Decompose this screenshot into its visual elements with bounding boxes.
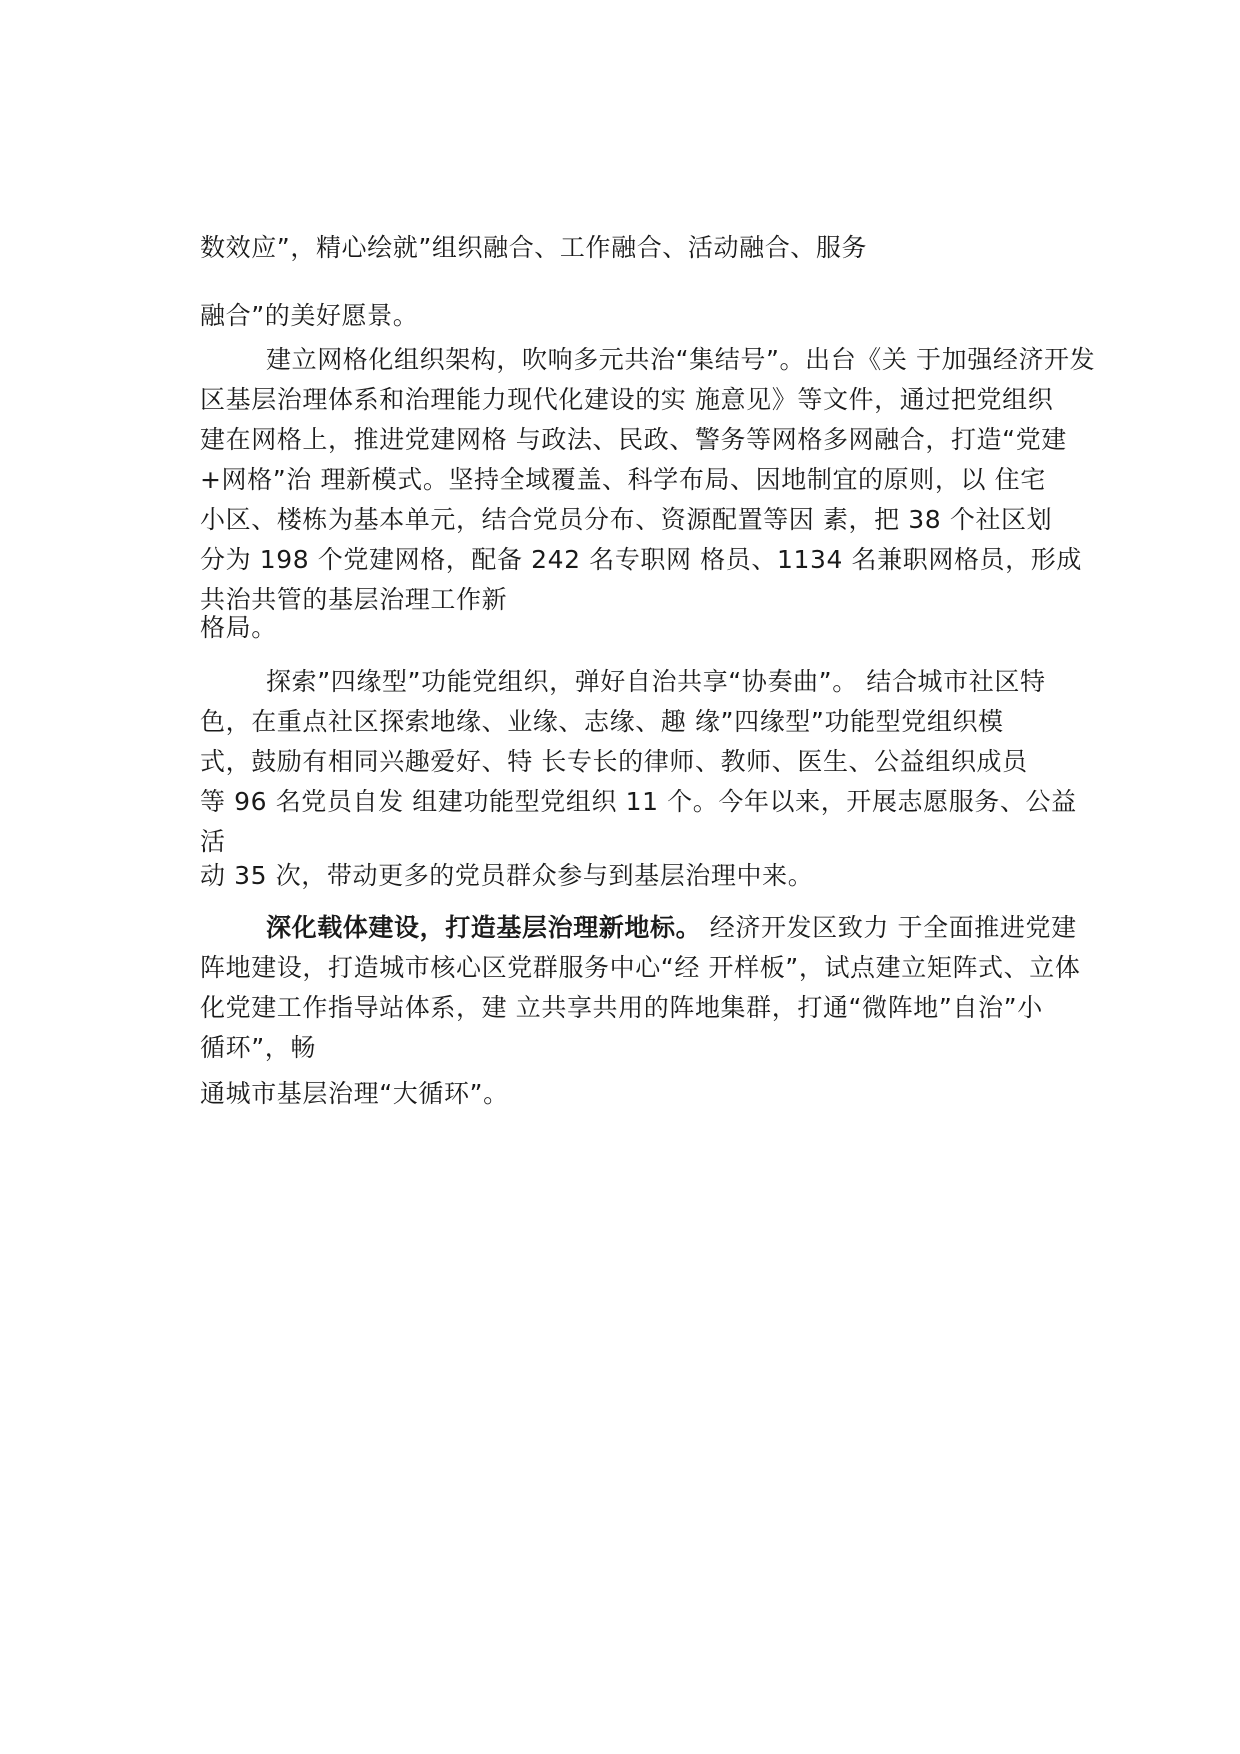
paragraph-carrier-building-tail <box>200 1074 1080 1114</box>
text-line: 共治共管的基层治理工作新 <box>200 585 508 614</box>
text-line: 建立网格化组织架构，吹响多元共治“集结号”。出台《关 于加强经济开发 <box>266 345 1096 374</box>
text-line: +网格”治 理新模式。坚持全域覆盖、科学布局、因地制宜的原则，以 住宅 <box>200 465 1046 494</box>
text-line <box>200 908 1080 948</box>
text-line: 活 <box>200 827 226 856</box>
text-line: 动 35 次，带动更多的党员群众参与到基层治理中来。 <box>200 861 814 890</box>
paragraph-carrier-building <box>200 908 1080 1068</box>
text-line: 式，鼓励有相同兴趣爱好、特 长专长的律师、教师、医生、公益组织成员 <box>200 747 1028 776</box>
text-line: 色，在重点社区探索地缘、业缘、志缘、趣 缘”四缘型”功能型党组织模 <box>200 707 1004 736</box>
paragraph-four-ties-tail <box>200 856 1080 896</box>
text-line: 循环”，畅 <box>200 1033 316 1062</box>
text-line: 建在网格上，推进党建网格 与政法、民政、警务等网格多网融合，打造“党建 <box>200 425 1067 454</box>
text-line: 分为 198 个党建网格，配备 242 名专职网 格员、1134 名兼职网格员，形成 <box>200 545 1082 574</box>
intro-block <box>200 228 1080 268</box>
text-line: 区基层治理体系和治理能力现代化建设的实 施意见》等文件，通过把党组织 <box>200 385 1054 414</box>
text-line: 格局。 <box>200 613 277 642</box>
text-line: 等 96 名党员自发 组建功能型党组织 11 个。今年以来，开展志愿服务、公益 <box>200 787 1077 816</box>
text-line: 小区、楼栋为基本单元，结合党员分布、资源配置等因 素，把 38 个社区划 <box>200 505 1053 534</box>
paragraph-grid-governance-tail <box>200 608 1080 648</box>
text-line: 融合”的美好愿景。 <box>200 301 419 330</box>
text-line: 数效应”，精心绘就”组织融合、工作融合、活动融合、服务 <box>200 233 868 262</box>
intro-tail-block <box>200 296 1080 336</box>
paragraph-four-ties <box>200 662 1080 862</box>
heading-continuation: 经济开发区致力 于全面推进党建 <box>701 913 1077 942</box>
paragraph-grid-governance <box>200 340 1096 620</box>
paragraph-heading: 深化载体建设，打造基层治理新地标。 <box>266 913 702 942</box>
text-line: 通城市基层治理“大循环”。 <box>200 1079 509 1108</box>
text-line: 阵地建设，打造城市核心区党群服务中心“经 开样板”，试点建立矩阵式、立体 <box>200 953 1081 982</box>
text-line: 探索”四缘型”功能党组织，弹好自治共享“协奏曲”。 结合城市社区特 <box>266 667 1046 696</box>
text-line: 化党建工作指导站体系，建 立共享共用的阵地集群，打通“微阵地”自治”小 <box>200 993 1043 1022</box>
